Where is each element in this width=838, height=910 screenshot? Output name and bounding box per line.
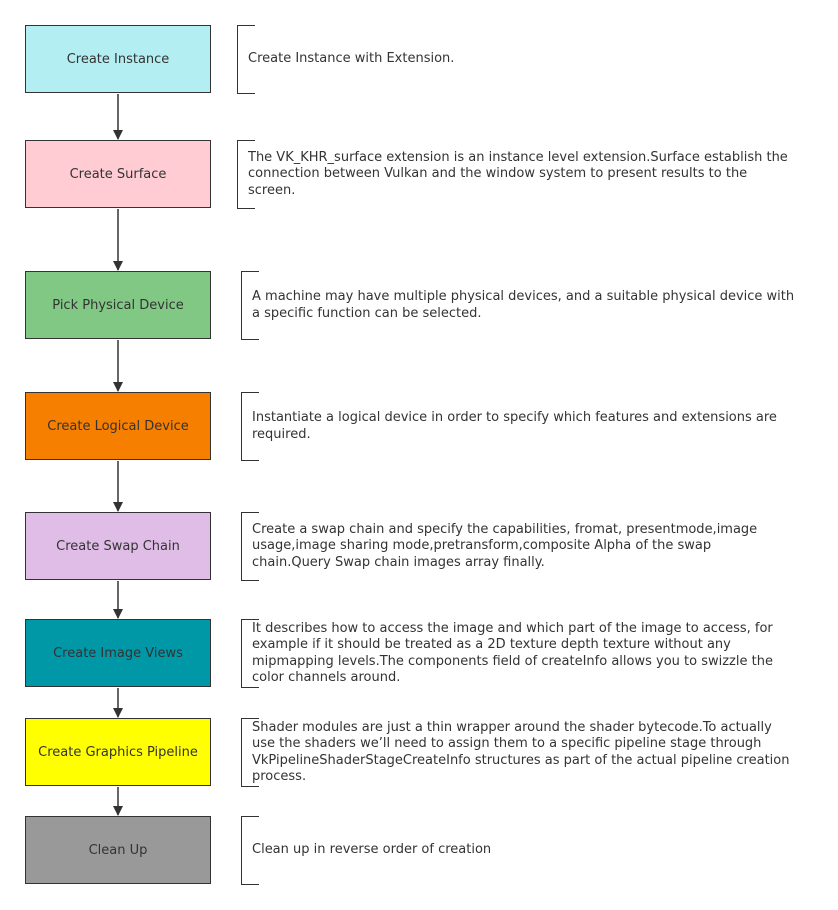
step-label: Create Image Views bbox=[53, 645, 183, 661]
step-label: Create Logical Device bbox=[47, 418, 189, 434]
step-label: Create Surface bbox=[69, 166, 167, 182]
step-create-graphics-pipeline[interactable] bbox=[25, 718, 211, 786]
step-create-swap-chain[interactable] bbox=[25, 512, 211, 580]
description-create-image-views: It describes how to access the image and which part of the image to access, for example if it should be treated as a 2D texture depth texture without any mipmapping levels.The components field of createInfo allows you to swizzle the color channels around. bbox=[252, 620, 773, 685]
step-create-image-views[interactable] bbox=[25, 619, 211, 687]
step-label: Create Graphics Pipeline bbox=[38, 744, 198, 760]
description-create-logical-device: Instantiate a logical device in order to specify which features and extensions are required. bbox=[252, 410, 777, 442]
step-create-logical-device[interactable] bbox=[25, 392, 211, 460]
description-create-instance: Create Instance with Extension. bbox=[248, 51, 455, 67]
description-pick-physical-device: A machine may have multiple physical devices, and a suitable physical device with a specific function can be selected. bbox=[252, 289, 795, 321]
step-label: Create Instance bbox=[66, 51, 170, 67]
description-clean-up: Clean up in reverse order of creation bbox=[252, 842, 492, 858]
description-create-surface: The VK_KHR_surface extension is an instance level extension.Surface establish the connection between Vulkan and the window system to present results to the screen. bbox=[248, 150, 788, 198]
description-create-graphics-pipeline: Shader modules are just a thin wrapper around the shader bytecode.To actually use the shaders we’ll need to assign them to a specific pipeline stage through VkPipelineShaderStageCreateInfo structures as part of the actual pipeline creation process. bbox=[252, 719, 790, 784]
step-create-surface[interactable] bbox=[25, 140, 211, 208]
step-label: Pick Physical Device bbox=[52, 297, 184, 313]
description-create-swap-chain: Create a swap chain and specify the capabilities, fromat, presentmode,image usage,image sharing mode,pretransform,composite Alpha of the swap chain.Query Swap chain images array finally. bbox=[252, 522, 758, 570]
step-create-instance[interactable] bbox=[25, 25, 211, 93]
step-pick-physical-device[interactable] bbox=[25, 271, 211, 339]
step-clean-up[interactable] bbox=[25, 816, 211, 884]
step-label: Create Swap Chain bbox=[56, 538, 180, 554]
step-label: Clean Up bbox=[88, 842, 148, 858]
